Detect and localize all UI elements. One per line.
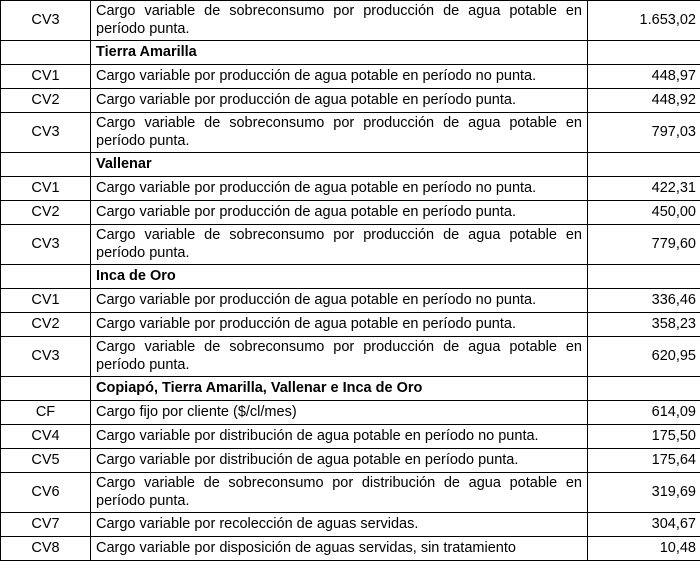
tariff-table-body	[1, 1, 700, 561]
charge-code: CV3	[1, 1, 91, 41]
section-header-code-cell	[1, 265, 91, 289]
section-header-code-cell	[1, 377, 91, 401]
charge-value: 797,03	[588, 113, 700, 153]
charge-description: Cargo variable por producción de agua potable en período punta.	[91, 313, 588, 337]
table-row	[1, 425, 700, 449]
table-row	[1, 201, 700, 225]
charge-value: 448,92	[588, 89, 700, 113]
section-header-title: Vallenar	[91, 153, 588, 177]
section-header-title: Tierra Amarilla	[91, 41, 588, 65]
section-header-code-cell	[1, 41, 91, 65]
charge-code: CV2	[1, 89, 91, 113]
section-header-value-cell	[588, 265, 700, 289]
charge-value: 614,09	[588, 401, 700, 425]
charge-description: Cargo variable por distribución de agua potable en período punta.	[91, 449, 588, 473]
charge-value: 779,60	[588, 225, 700, 265]
charge-value: 175,50	[588, 425, 700, 449]
charge-description: Cargo variable de sobreconsumo por distribución de agua potable en período punta.	[91, 473, 588, 513]
section-header-value-cell	[588, 41, 700, 65]
charge-code: CV1	[1, 177, 91, 201]
table-row	[1, 113, 700, 153]
charge-value: 450,00	[588, 201, 700, 225]
section-header-row	[1, 377, 700, 401]
charge-value: 304,67	[588, 513, 700, 537]
charge-description: Cargo variable por recolección de aguas servidas.	[91, 513, 588, 537]
charge-code: CV2	[1, 313, 91, 337]
charge-description: Cargo variable de sobreconsumo por producción de agua potable en período punta.	[91, 337, 588, 377]
charge-value: 10,48	[588, 537, 700, 561]
section-header-value-cell	[588, 153, 700, 177]
charge-description: Cargo variable por producción de agua potable en período no punta.	[91, 289, 588, 313]
table-row	[1, 537, 700, 561]
charge-description: Cargo variable de sobreconsumo por producción de agua potable en período punta.	[91, 113, 588, 153]
charge-code: CF	[1, 401, 91, 425]
charge-description: Cargo fijo por cliente ($/cl/mes)	[91, 401, 588, 425]
table-row	[1, 449, 700, 473]
charge-value: 1.653,02	[588, 1, 700, 41]
charge-code: CV3	[1, 337, 91, 377]
charge-value: 319,69	[588, 473, 700, 513]
charge-description: Cargo variable por distribución de agua potable en período no punta.	[91, 425, 588, 449]
charge-code: CV2	[1, 201, 91, 225]
charge-code: CV1	[1, 65, 91, 89]
charge-code: CV3	[1, 225, 91, 265]
section-header-title: Copiapó, Tierra Amarilla, Vallenar e Inca de Oro	[91, 377, 588, 401]
table-row	[1, 401, 700, 425]
section-header-code-cell	[1, 153, 91, 177]
table-row	[1, 65, 700, 89]
table-row	[1, 513, 700, 537]
charge-value: 336,46	[588, 289, 700, 313]
charge-value: 448,97	[588, 65, 700, 89]
table-row	[1, 89, 700, 113]
section-header-row	[1, 41, 700, 65]
charge-description: Cargo variable de sobreconsumo por producción de agua potable en período punta.	[91, 1, 588, 41]
table-row	[1, 337, 700, 377]
charge-code: CV3	[1, 113, 91, 153]
section-header-row	[1, 153, 700, 177]
table-row	[1, 289, 700, 313]
table-row	[1, 473, 700, 513]
charge-value: 422,31	[588, 177, 700, 201]
table-row	[1, 1, 700, 41]
charge-code: CV7	[1, 513, 91, 537]
charge-description: Cargo variable por producción de agua potable en período no punta.	[91, 65, 588, 89]
charge-description: Cargo variable por disposición de aguas servidas, sin tratamiento	[91, 537, 588, 561]
section-header-value-cell	[588, 377, 700, 401]
charge-description: Cargo variable por producción de agua potable en período no punta.	[91, 177, 588, 201]
section-header-title: Inca de Oro	[91, 265, 588, 289]
charge-description: Cargo variable de sobreconsumo por producción de agua potable en período punta.	[91, 225, 588, 265]
charge-code: CV8	[1, 537, 91, 561]
table-row	[1, 225, 700, 265]
table-row	[1, 313, 700, 337]
charge-value: 620,95	[588, 337, 700, 377]
table-row	[1, 177, 700, 201]
charge-description: Cargo variable por producción de agua potable en período punta.	[91, 89, 588, 113]
section-header-row	[1, 265, 700, 289]
charge-value: 358,23	[588, 313, 700, 337]
charge-value: 175,64	[588, 449, 700, 473]
charge-code: CV1	[1, 289, 91, 313]
charge-code: CV4	[1, 425, 91, 449]
charge-description: Cargo variable por producción de agua potable en período punta.	[91, 201, 588, 225]
charge-code: CV6	[1, 473, 91, 513]
charge-code: CV5	[1, 449, 91, 473]
